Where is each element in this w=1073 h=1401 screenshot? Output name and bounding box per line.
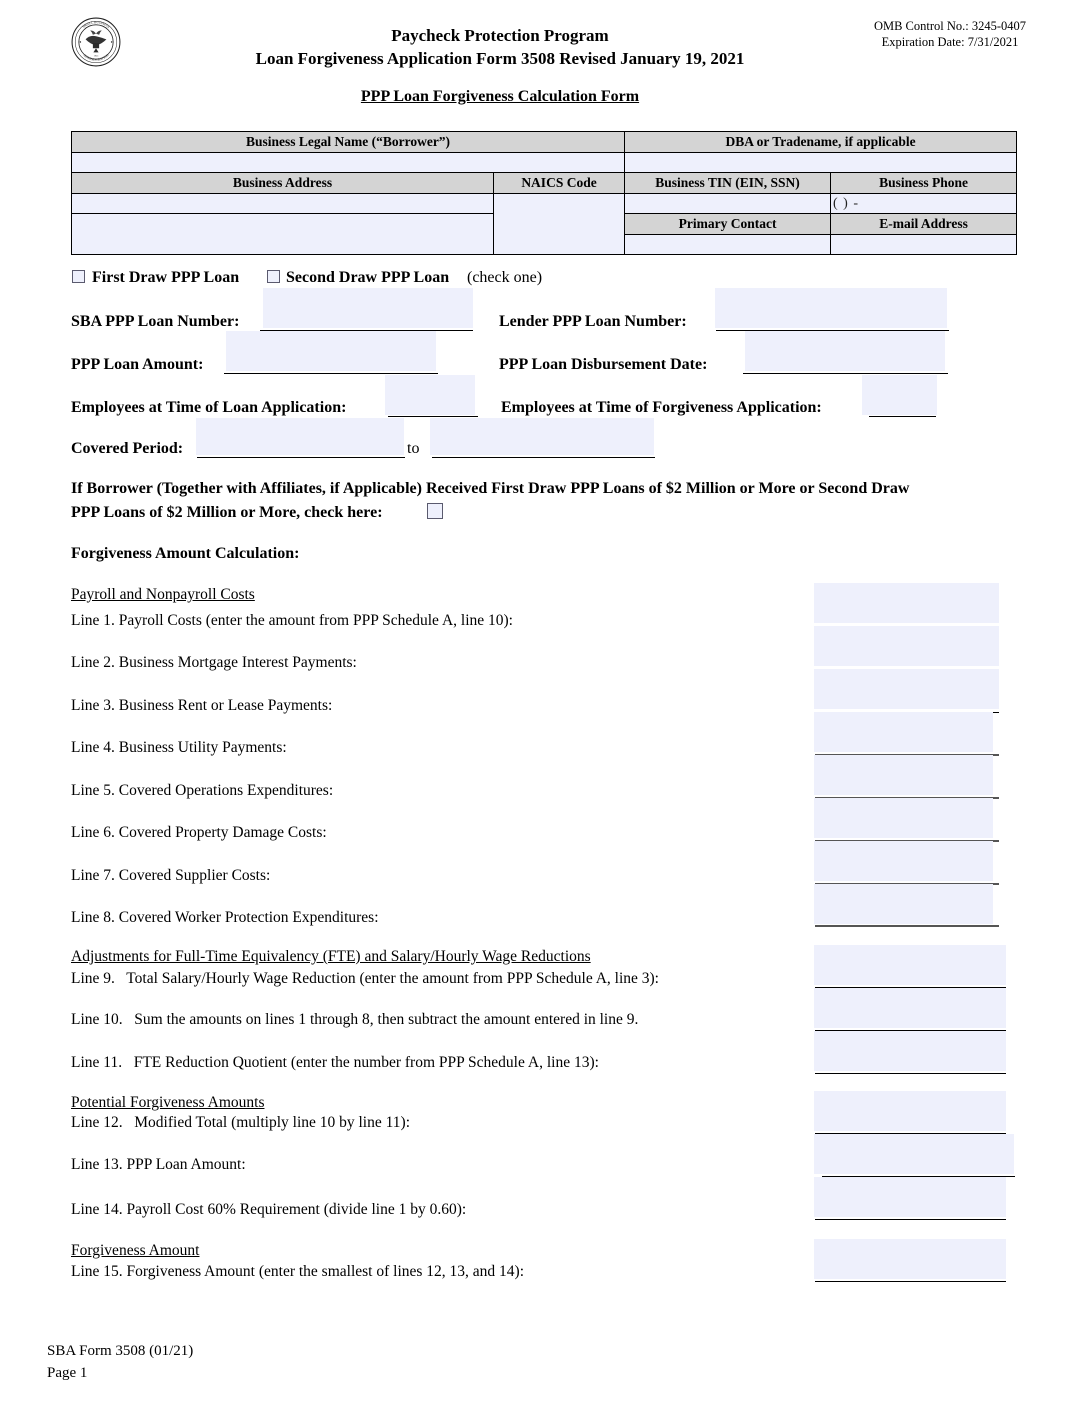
second-draw-label: Second Draw PPP Loan [286, 269, 450, 286]
line-8-label: Line 8. Covered Worker Protection Expenditures: [71, 909, 379, 926]
sba-loan-number-label: SBA PPP Loan Number: [71, 313, 240, 330]
loan-amount-label: PPP Loan Amount: [71, 356, 204, 373]
loan-amount-rule [224, 373, 438, 374]
omb-expiration-date: Expiration Date: 7/31/2021 [881, 35, 1019, 49]
svg-text:SMALL BUSINESS: SMALL BUSINESS [81, 20, 111, 29]
section-payroll-heading: Payroll and Nonpayroll Costs [71, 586, 255, 603]
business-phone-header: Business Phone [831, 173, 1017, 194]
lender-loan-number-label: Lender PPP Loan Number: [499, 313, 687, 330]
line-11-label: Line 11. FTE Reduction Quotient (enter the number from PPP Schedule A, line 13): [71, 1054, 599, 1071]
employees-forgiveness-app-field-box[interactable] [862, 375, 937, 415]
primary-contact-header: Primary Contact [625, 214, 831, 235]
line-3-field-box[interactable] [814, 669, 999, 709]
disbursement-date-field-box[interactable] [745, 331, 945, 371]
form-subtitle: Loan Forgiveness Application Form 3508 Revised January 19, 2021 [255, 49, 745, 68]
disbursement-date-rule [743, 373, 948, 374]
primary-contact-input[interactable] [625, 235, 831, 255]
covered-period-end-field-box[interactable] [430, 418, 654, 455]
page-footer [47, 1340, 193, 1384]
line-8-rule [815, 925, 999, 927]
lender-loan-number-field-box[interactable] [715, 288, 947, 328]
business-legal-name-input[interactable] [72, 153, 625, 173]
page-title [150, 24, 850, 70]
dba-header: DBA or Tradename, if applicable [625, 132, 1017, 153]
line-1-label: Line 1. Payroll Costs (enter the amount from PPP Schedule A, line 10): [71, 612, 513, 629]
business-address-header: Business Address [72, 173, 494, 194]
second-draw-checkbox[interactable] [267, 270, 280, 283]
svg-text:1953: 1953 [93, 54, 99, 58]
first-draw-label: First Draw PPP Loan [92, 269, 240, 286]
line-13-field-box[interactable] [814, 1134, 1014, 1174]
line-6-label: Line 6. Covered Property Damage Costs: [71, 824, 327, 841]
covered-period-end-rule [432, 457, 655, 458]
line-9-label: Line 9. Total Salary/Hourly Wage Reduction (enter the amount from PPP Schedule A, line 3): [71, 970, 659, 987]
line-12-field-box[interactable] [814, 1091, 1006, 1131]
line-7-field-box[interactable] [814, 841, 993, 881]
line-14-field-box[interactable] [814, 1177, 1006, 1217]
line-14-rule [815, 1219, 1006, 1220]
section-potential-heading: Potential Forgiveness Amounts [71, 1094, 265, 1111]
line-6-field-box[interactable] [814, 798, 993, 838]
line-4-label: Line 4. Business Utility Payments: [71, 739, 287, 756]
svg-text:ADMINISTRATION: ADMINISTRATION [82, 53, 110, 62]
naics-code-header: NAICS Code [494, 173, 625, 194]
line-9-field-box[interactable] [814, 945, 1006, 985]
two-million-checkbox[interactable] [427, 503, 443, 519]
line-11-rule [815, 1073, 1006, 1074]
calculation-form-title: PPP Loan Forgiveness Calculation Form [360, 88, 640, 105]
naics-code-input[interactable] [494, 194, 625, 255]
business-phone-input[interactable]: ( ) - [831, 194, 1017, 214]
line-15-field-box[interactable] [814, 1239, 1006, 1279]
sba-loan-number-field-box[interactable] [263, 288, 473, 328]
business-info-table [71, 131, 1017, 255]
covered-period-start-rule [197, 457, 405, 458]
covered-period-label: Covered Period: [71, 440, 184, 457]
page-number-text: Page 1 [47, 1365, 88, 1381]
covered-period-start-field-box[interactable] [196, 418, 404, 455]
line-11-field-box[interactable] [814, 1031, 1006, 1071]
program-title: Paycheck Protection Program [391, 26, 609, 45]
business-address-input-line1[interactable] [72, 194, 494, 214]
line-4-field-box[interactable] [814, 712, 993, 752]
form-id-text: SBA Form 3508 (01/21) [47, 1343, 194, 1359]
table-row [72, 194, 1017, 214]
section-adjustments-heading: Adjustments for Full-Time Equivalency (FTE) and Salary/Hourly Wage Reductions [71, 948, 591, 965]
loan-amount-field-box[interactable] [226, 331, 436, 371]
line-7-label: Line 7. Covered Supplier Costs: [71, 867, 271, 884]
line-8-field-box[interactable] [814, 884, 993, 924]
line-2-field-box[interactable] [814, 626, 999, 666]
omb-block [835, 18, 1065, 50]
check-one-note: (check one) [467, 269, 543, 286]
employees-loan-app-label: Employees at Time of Loan Application: [71, 399, 347, 416]
line-15-label: Line 15. Forgiveness Amount (enter the smallest of lines 12, 13, and 14): [71, 1263, 525, 1280]
line-1-field-box[interactable] [814, 583, 999, 623]
table-row [72, 132, 1017, 153]
line-5-label: Line 5. Covered Operations Expenditures: [71, 782, 334, 799]
table-row [72, 173, 1017, 194]
line-14-label: Line 14. Payroll Cost 60% Requirement (divide line 1 by 0.60): [71, 1201, 467, 1218]
line-2-label: Line 2. Business Mortgage Interest Payments: [71, 654, 357, 671]
employees-loan-app-rule [388, 416, 478, 417]
table-row [72, 153, 1017, 173]
forgiveness-calculation-heading: Forgiveness Amount Calculation: [71, 545, 300, 562]
business-tin-input[interactable] [625, 194, 831, 214]
employees-loan-app-field-box[interactable] [385, 375, 475, 415]
business-tin-header: Business TIN (EIN, SSN) [625, 173, 831, 194]
employees-forgiveness-app-rule [869, 416, 936, 417]
email-address-input[interactable] [831, 235, 1017, 255]
line-13-label: Line 13. PPP Loan Amount: [71, 1156, 246, 1173]
line-10-label: Line 10. Sum the amounts on lines 1 through 8, then subtract the amount entered in line 9. [71, 1011, 639, 1028]
two-million-text-line1: If Borrower (Together with Affiliates, if Applicable) Received First Draw PPP Loans of $2 Million or More or Second Draw [71, 480, 910, 497]
first-draw-checkbox[interactable] [72, 270, 85, 283]
business-legal-name-header: Business Legal Name (“Borrower”) [72, 132, 625, 153]
business-address-input-line2[interactable] [72, 214, 494, 255]
two-million-text-line2: PPP Loans of $2 Million or More, check here: [71, 504, 383, 521]
line-3-label: Line 3. Business Rent or Lease Payments: [71, 697, 333, 714]
covered-period-to-label: to [407, 440, 420, 457]
dba-input[interactable] [625, 153, 1017, 173]
email-address-header: E-mail Address [831, 214, 1017, 235]
section-forgiveness-heading: Forgiveness Amount [71, 1242, 200, 1259]
disbursement-date-label: PPP Loan Disbursement Date: [499, 356, 708, 373]
line-10-field-box[interactable] [814, 988, 1006, 1028]
omb-control-number: OMB Control No.: 3245-0407 [873, 19, 1027, 33]
employees-forgiveness-app-label: Employees at Time of Forgiveness Application: [501, 399, 822, 416]
line-15-rule [815, 1281, 1006, 1282]
sba-seal-icon [70, 16, 122, 68]
line-12-label: Line 12. Modified Total (multiply line 10 by line 11): [71, 1114, 411, 1131]
line-5-field-box[interactable] [814, 755, 993, 795]
